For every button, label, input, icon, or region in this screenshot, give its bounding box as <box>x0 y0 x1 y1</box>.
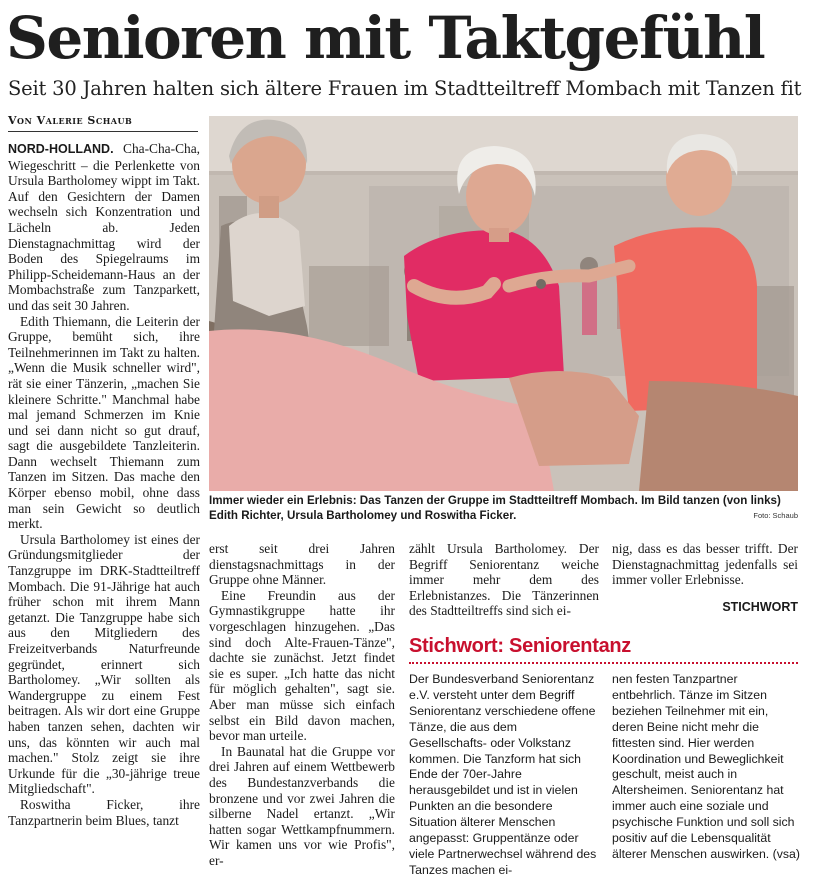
photo-credit: Foto: Schaub <box>753 511 798 520</box>
box-column-left <box>409 672 597 879</box>
article-paragraph: Ursula Bartholomey ist eines der Gründungsmitglieder der Tanzgruppe im DRK-Stadtteiltreff Mombach. Die 91-Jährige hat auch früher schon mit ihrem Mann getanzt. Die Tanzgruppe habe sich aus den Mitgliedern des Freizeitverbands Naturfreunde gegründet, erinnert sich Bartholomey. „Wir sollten als Wandergruppe zu einem Fest beitragen. Als wir dort eine Gruppe haben tanzen sehen, dachten wir uns, das könnten wir auch mal machen." Stolz zeigt sie ihre Urkunde für die „30-jährige treue Mitgliedschaft". <box>8 531 200 797</box>
box-column-right <box>612 672 802 863</box>
subheadline: Seit 30 Jahren halten sich ältere Frauen im Stadtteiltreff Mombach mit Tanzen fit <box>8 77 802 100</box>
dateline: NORD-HOLLAND. <box>8 142 114 156</box>
article-paragraph: nig, dass es das besser trifft. Der Dienstagnachmittag jedenfalls sei immer voller Erlebnisse. <box>612 541 798 588</box>
article-paragraph <box>8 141 200 314</box>
headline: Senioren mit Taktgefühl <box>6 4 765 72</box>
article-paragraph: In Baunatal hat die Gruppe vor drei Jahren auf einem Wettbewerb des Bundestanzverbands die bronzene und vor zwei Jahren die silberne Nadel ertanzt. „Wir hatten sogar Wettkampfnummern. Wir kamen uns vor wie Profis", er- <box>209 743 395 868</box>
article-column-1 <box>8 141 200 828</box>
lead-text: Cha-Cha-Cha, Wiegeschritt – die Perlenkette von Ursula Bartholomey wippt im Takt. Auf den Gesichtern der Damen wechseln sich Konzentration und Lächeln ab. Jeden Dienstagnachmittag wird der Boden des Spiegelraums im Philipp-Scheidemann-Haus an der Mombachstraße zum Tanzparkett, und das seit 30 Jahren. <box>8 141 200 313</box>
article-column-3 <box>409 541 599 619</box>
box-divider <box>409 662 798 664</box>
article-paragraph: Roswitha Ficker, ihre Tanzpartnerin beim Blues, tanzt <box>8 796 200 828</box>
article-column-4 <box>612 541 798 588</box>
article-paragraph: zählt Ursula Bartholomey. Der Begriff Seniorentanz weiche immer mehr dem des Erlebnistanzes. Die Tänzerinnen des Stadtteiltreffs sind sich ei- <box>409 541 599 619</box>
article-paragraph: erst seit drei Jahren dienstagsnachmittags in der Gruppe ohne Männer. <box>209 541 395 588</box>
byline: Von Valerie Schaub <box>8 114 198 132</box>
box-text: Der Bundesverband Seniorentanz e.V. versteht unter dem Begriff Seniorentanz verschiedene offene Tänze, die aus dem Gesellschafts- oder Volkstanz kommen. Die Tanzform hat sich Ende der 70er-Jahre herausgebildet und ist in vielen Punkten an die besondere Situation älterer Menschen angepasst: Gruppentänze oder viele Partnerwechsel während des Tanzes machen ei- <box>409 672 597 877</box>
box-title: Stichwort: Seniorentanz <box>409 635 632 657</box>
article-column-2 <box>209 541 395 868</box>
photo-caption: Immer wieder ein Erlebnis: Das Tanzen der Gruppe im Stadtteiltreff Mombach. Im Bild tanzen (von links) Edith Richter, Ursula Bartholomey und Roswitha Ficker. <box>209 494 781 522</box>
box-text: nen festen Tanzpartner entbehrlich. Tänze im Sitzen beziehen Teilnehmer mit ein, deren Beine nicht mehr die fittesten sind. Hier werden Koordination und Beweglichkeit geschult, meist auch in Altersheimen. Seniorentanz hat immer auch eine soziale und psychische Funktion und soll sich positiv auf die Lebensqualität älterer Menschen auswirken. (vsa) <box>612 672 800 861</box>
dance-photo <box>209 116 798 491</box>
article-paragraph: Eine Freundin aus der Gymnastikgruppe hatte ihr vorgeschlagen hinzugehen. „Das sind doch Alte-Frauen-Tänze", dachte sie zunächst. Jetzt findet sie es super. „Ich hatte das nicht für möglich gehalten", sagt sie. Aber man müsse sich einfach selbst ein Bild davon machen, bevor man urteile. <box>209 587 395 744</box>
signoff: STICHWORT <box>722 600 798 614</box>
article-paragraph: Edith Thiemann, die Leiterin der Gruppe, bemüht sich, ihre Teilnehmerinnen im Takt zu halten. „Wenn die Musik schneller wird", rät sie einer Tänzerin, „machen Sie kleinere Schritte." Manchmal habe mal jemand Schmerzen im Knie und sei dann nicht so gut drauf, sagt die ausgebildete Tanzleiterin. Dann wechselt Thiemann zum Tanzen im Sitzen. Das mache den Körper ebenso mobil, ohne dass man sein Gewicht so deutlich merkt. <box>8 313 200 532</box>
